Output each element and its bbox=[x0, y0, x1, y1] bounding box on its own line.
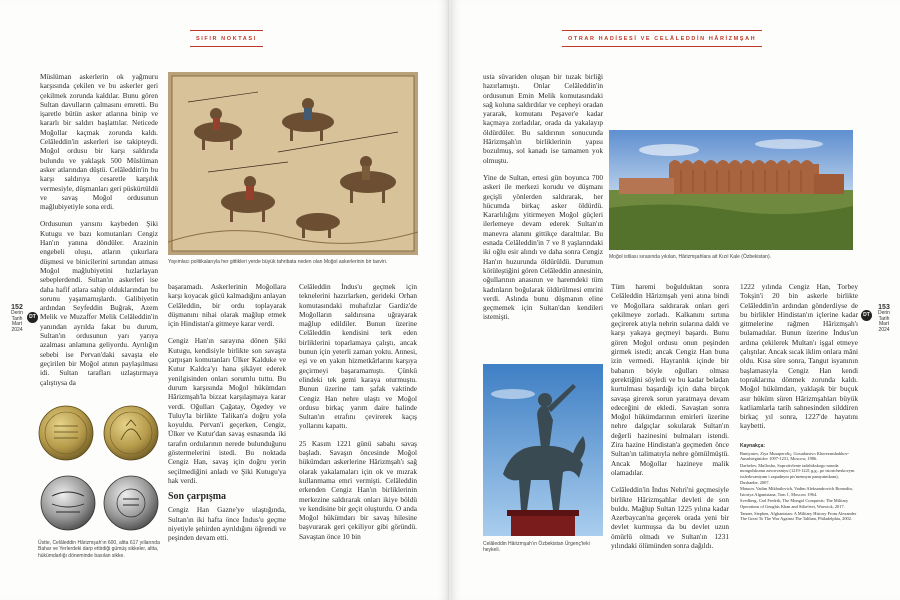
mongol-painting-image bbox=[168, 72, 418, 255]
reference-item: Masson, Vadim Mikhailovich, Vadim Aleksandrovich Romodin, Istoriya Afganistana, Tom 1, Moscow 1964. bbox=[740, 486, 853, 497]
silver-coin-right bbox=[104, 476, 158, 530]
left-magazine-logo: DT bbox=[27, 312, 38, 323]
left-col2-paragraph-2: Cengiz Han'ın sarayına dönen Şiki Kutugu, kendisiyle birlikte son savaşta çarpışan komutanları Ülker Kalduke ve Kutur Kaldca'yı hana şikâyet ederek yenilgisinden onları sorumlu tuttu. Bu durum karşısında Moğol hükümdarı Hârizmşah'la bizzat karşılaşmaya karar verdi. Oğulları Çağatay, Ögedey ve Tuluy'la birlikte Talikan'a doğru yola koyuldu. Pervan'i geçerken, Cengiz, Ülker ve Kutur'dan savaş esnasında iki tarafın ordularının nerede bulunduğunu göstermelerini istedi. Bu noktada Cengiz Han, savaş için doğru yerin seçilmediğini anladı ve Şiki Kutugu'ya hak verdi. bbox=[168, 336, 286, 485]
left-col3-paragraph-2: 25 Kasım 1221 günü sabahı savaş başladı. Savaşın öncesinde Moğol hükümdarı askerlerine Hârizmşah'ı sağ olarak yakalamaları için ok ve mızrak kullanmama emri vermişti. Celâleddin erkenden Cengiz Han'ın birliklerinin merkezine saldırarak onları ikiye böldü ve kendisine bir geçit oluşturdu. O anda Moğol hükümdarı bir savaş hilesine başvurarak geri çekiliyor gibi göründü. Savaştan önce 10 bin bbox=[299, 438, 417, 541]
right-column-1 bbox=[483, 72, 603, 322]
left-column-2 bbox=[168, 282, 286, 542]
fortress-image bbox=[609, 130, 853, 250]
left-col1-paragraph-1: Müslüman askerlerin ok yağmuru karşısında çekilen ve bu askerler geri çekilmek zorunda kaldılar. Bunu gören Sultan davulların çalmasını emretti. Bu işaretle bütün asker atlarına binip ve kararlı bir saldırı başlattılar. Neticede Moğollar kaçmak zorunda kaldı. Celâleddin'in askerleri ise takipteydi. Moğol ordusu bir karşı saldırıda bulundu ve yaklaşık 500 Müslüman asker atlarından düştü. Celâleddin'in bu karşı saldırıya cesaretle karşılık vermesiyle, düşmanları geri püskürtüldü ve savaş Moğol ordusunun mağlubiyetiyle sona erdi. bbox=[40, 72, 158, 212]
left-page-number: 152 bbox=[11, 304, 23, 311]
coins-image bbox=[38, 402, 160, 534]
left-page-number-block: 152 Derin Tarih Mart 2024 bbox=[6, 304, 28, 333]
right-running-head: OTRAR HADİSESİ VE CELÂLEDDİN HÂRİZMŞAH bbox=[568, 36, 756, 42]
coins-caption: Üstte, Celâleddin Hârizmşah'ın 600, altta 617 yıllarında Bahar ve Yerlerdeki darp ettirdiği gümüş sikkeler, altta, hükümdarlığı döneminde basılan sikke. bbox=[38, 540, 160, 559]
right-col2-paragraph-1: Tüm haremi boğulduktan sonra Celâleddin Hârizmşah yeni atına bindi ve Moğollara saldırarak onları geri çekilmeye zorladı. Kalkanını sırtına geçirerek atıyla nehrin sularına daldı ve karşı yakaya geçmeyi başardı. Bunu gören Moğol ordusu onun peşinden girmek istedi; ancak Cengiz Han buna izin vermedi. Hayranlık içinde bir babanın böyle oğulları olması gerektiğini söyledi ve bu kadar beladan kurtulması başardığı için daha birçok savaşa girerek sorun yaratmaya devam edeceğini de ekledi. Savaştan sonra Moğol hükümdarının emirleri üzerine nehre dalgıçlar sokularak Sultan'ın değerli hazinesini bulmaları istendi. Zira hazine Hindistan'a geçmeden önce Sultan'ın talimatıyla nehre gömülmüştü. Ancak Moğollar hazineye malik olamadılar. bbox=[611, 282, 729, 477]
left-col3-paragraph-1: Celâleddin İndus'u geçmek için teknelerini hazırlarken, gerideki Orhan komutasındaki muhafızlar Gardiz'de Moğolların saldırısına uğrayarak mağlup edildiler. Bunun üzerine Celâleddin kendisini terk eden birliklerini toparlamaya çalıştı, ancak bunun için yeterli zaman yoktu. Annesi, eşi ve en yakın hizmetkârlarını karşıya geçirmeyi başaramamıştı. Çünkü elindeki tek gemi karaya oturmuştu. Bunun üzerine tam şafak vaktinde Cengiz Han nehre ulaştı ve Moğol ordusu birkaç yarım daire halinde Sultan'ın etrafını çevirerek kaçış yollarını kapattı. bbox=[299, 282, 417, 431]
left-col2-paragraph-3: Cengiz Han Gazne'ye ulaştığında, Sultan'ın iki hafta önce İndus'u geçme niyetiyle şehirden ayrıldığını öğrendi ve peşinden devam etti. bbox=[168, 505, 286, 543]
right-magazine-logo: DT bbox=[861, 310, 872, 321]
statue-caption: Celâleddin Hârizmşah'ın Özbekistan Ürgenç'teki heykeli. bbox=[483, 541, 590, 554]
left-col1-paragraph-2: Ordusunun yarısını kaybeden Şiki Kutugu ve bazı komutanları Cengiz Han'ın yanına döndüler. Arazinin engebeli oluşu, atların çukurlara düşmesi ve binicilerini sırtından atması Moğol mağlubiyetini hızlarlayan sebeplerdendi. Sultan'ın askerleri ise daha hafif atlara sahip olduklarından bu sorunu yaşamamışlardı. Galibiyetin ardından Seyfeddin Buğrak, Azem Melik ve Muzaffer Melik Celâleddin'in yanından ayrılda fakat bu durum, Sultan'ın ordusunun yarı yarıya azalması anlamına geliyordu. Ayrılığın sebebi ise Pervan'daki savaşta ele geçirilen bir Moğol atının paylaşılması idi. Sultan tarafları uzlaştırmaya çalıştıysa da bbox=[40, 219, 158, 387]
gold-coin-left bbox=[39, 406, 93, 460]
left-page bbox=[0, 0, 449, 600]
left-running-head: SIFIR NOKTASI bbox=[196, 36, 257, 42]
right-col3-paragraph-1: 1222 yılında Cengiz Han, Torbey Tokşin'i 20 bin askerle birlikte Celâleddin'in ardından gönderdiyse de bu birlikler Hindistan'ın içlerine kadar gitmelerine rağmen Hârizmşah'ı bulamadılar. Bunun üzerine İndus'un ardına çekilerek Multan'ı işgal etmeye çalıştılar. Ancak sıcak iklim onlara mâni oldu. Kısa süre sonra, Tangut isyanının başlamasıyla Cengiz Han kendi topraklarına dönmek zorunda kaldı. Moğol hükümdarı, yaklaşık bir buçuk asır hüküm süren Hârizmşahları büyük katliamlarla tarih sahnesinden silddiren birkaç yıl sonra, 1227'de hayatını kaybetti. bbox=[740, 282, 858, 431]
right-col1-paragraph-1: usta süvariden oluşan bir tuzak birliği hazırlamıştı. Onlar Celâleddin'in ordusunun Emin Melik komutasındaki sağ koluna saldırdılar ve cepheyi oradan yararak, komutanı Peşaver'e kadar kaçmaya zorladılar, orada da yakalayıp öldürdüler. Bu saldırının sonucunda Hârizmşah'ın birliklerinin yapısı bozulmuş, sol kanadı ise tamamen yok olmuştu. bbox=[483, 72, 603, 165]
right-col2-paragraph-2: Celâleddin'in İndus Nehri'ni geçmesiyle birlikte Hârizmşahlar devleti de son buldu. Mağlup Sultan 1225 yılına kadar Azerbaycan'na geçerek orada yeni bir devlet kurmuşsa da bu devlet uzun ömürlü olmadı ve Sultan'ın 1231 yılındaki ölümünden sonra dağıldı. bbox=[611, 485, 729, 551]
references-title: Kaynakça: bbox=[740, 443, 766, 449]
reference-item: Darbelov, Mullosho, Soprotivlenie tadzhikskogo naroda mongolskomu zavoevaniyu (1219-1221 g.g., po istoricheskovym issledovaniyam i zapadnym pis'mennym pamyatnikam), Dushanbe, 2007. bbox=[740, 462, 855, 485]
right-column-2 bbox=[611, 282, 729, 550]
silver-coin-left bbox=[41, 476, 95, 530]
right-column-3 bbox=[740, 282, 858, 431]
painting-caption: Yayımlacı politikalarıyla her gittikleri yerde büyük tahribata neden olan Moğol askerlerinin bir tasviri. bbox=[168, 259, 388, 265]
right-page-number: 153 bbox=[878, 304, 890, 311]
right-page-number-block: 153 Derin Tarih Mart 2024 bbox=[873, 304, 895, 333]
statue-image bbox=[483, 364, 603, 536]
left-column-1 bbox=[40, 72, 158, 387]
left-col2-paragraph-1: başaramadı. Askerlerinin Moğollara karşı koyacak gücü kalmadığını anlayan Celâleddin, bir ordu toplayarak düşmanını nihai olarak mağlup etmek için Hindistan'a gitmeye karar verdi. bbox=[168, 282, 286, 329]
references bbox=[740, 444, 858, 522]
fortress-caption: Moğol istilası sırasında yıkılan, Hârizmşahlara ait Kızıl Kale (Özbekistan). bbox=[609, 254, 772, 260]
section-heading: Son çarpışma bbox=[168, 491, 227, 503]
reference-item: Svedberg, Carl Fredrik, The Mongol Conquests: The Military Operations of Genghis Khan and Sübe'etei, Warwick, 2017. bbox=[740, 498, 849, 509]
right-col1-paragraph-2: Yine de Sultan, ertesi gün boyunca 700 askeri ile merkezi korudu ve düşmanı geçişli yönlerden saldırarak, her hücumda birkaç asker öldürdü. Kararlılığını yitirmeyen Moğol güçleri ilerlemeye devam ederek Sultan'ın manevra alanını gittikçe daralttılar. Bu esnada Celâleddin'in 7 ve 8 yaşlarındaki iki oğlu esir alındı ve daha sonra Cengiz Han'ın huzurunda öldürüldü. Durumun kötüleştiğini gören Celâleddin annesinin, oğullarının anasının ve haremdeki tüm kadınların boğularak öldürülmesi emrini verdi. Aslında bunu düşmanın eline geçmemek için Sultan'dan kendileri istemişti. bbox=[483, 172, 603, 322]
left-column-3 bbox=[299, 282, 417, 541]
reference-item: Tanner, Stephen, Afghanistan: A Military History From Alexander The Great To The War Against The Taliban, Philadelphia, 2002. bbox=[740, 510, 857, 522]
right-page bbox=[451, 0, 900, 600]
gold-coin-right bbox=[104, 406, 158, 460]
reference-item: Buniyatov, Ziya Musaperoliç, Gosudarstvo Khorezmshakhov-Anushteginidov 1097-1231, Moscow, 1986. bbox=[740, 450, 850, 462]
